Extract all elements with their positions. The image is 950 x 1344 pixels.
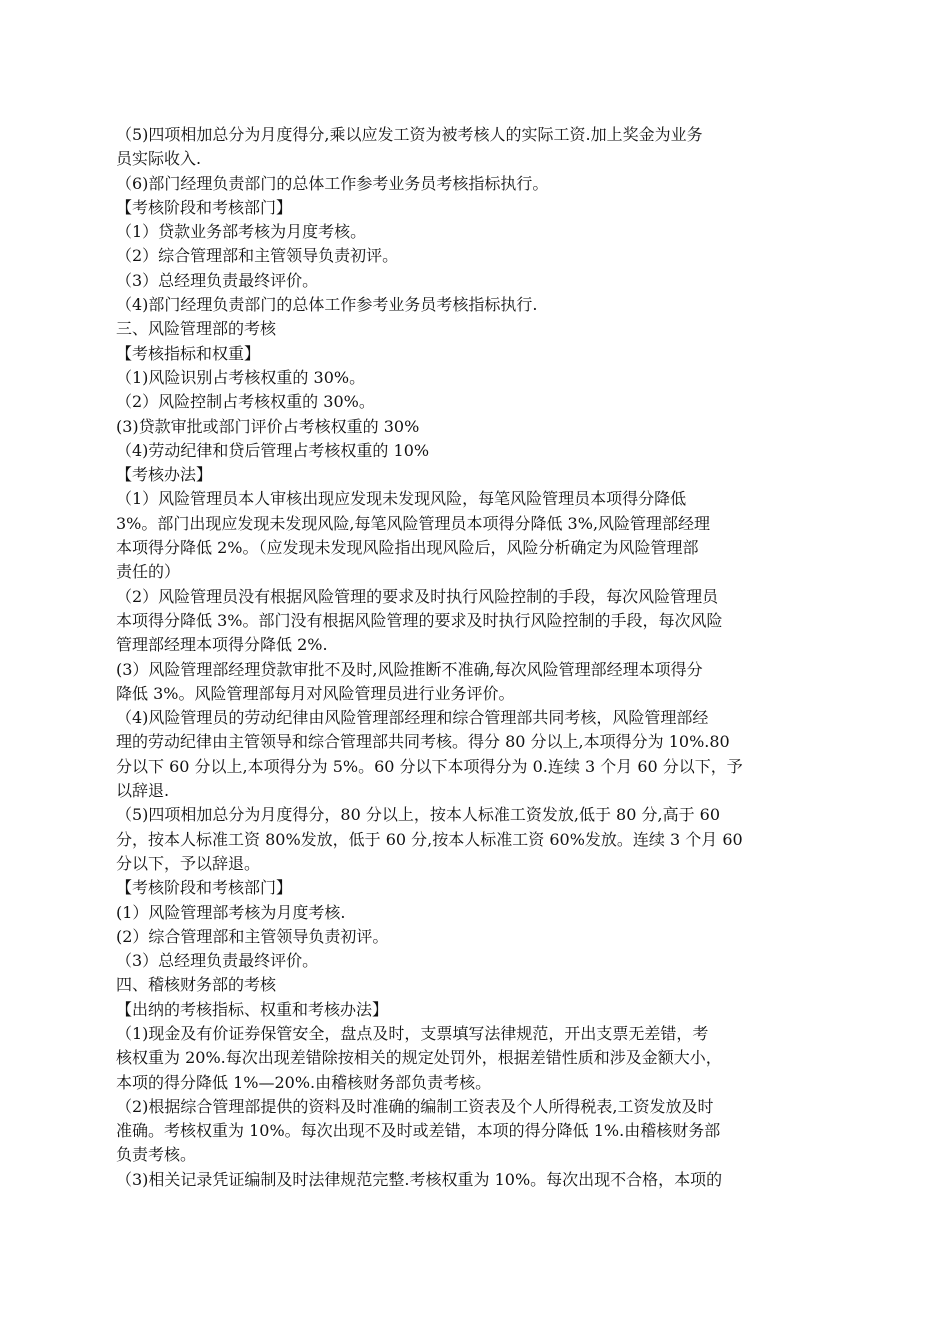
text-line: (3)贷款审批或部门评价占考核权重的 30%: [116, 416, 420, 436]
text-line: （1)风险识别占考核权重的 30%。: [116, 367, 366, 387]
text-line: （1)现金及有价证券保管安全，盘点及时，支票填写法律规范，开出支票无差错，考: [116, 1023, 709, 1043]
text-line: (3）风险管理部经理贷款审批不及时,风险推断不准确,每次风险管理部经理本项得分: [116, 659, 703, 679]
document-body: [116, 123, 838, 1192]
text-line: （2）综合管理部和主管领导负责初评。: [116, 246, 399, 266]
text-line: 【考核办法】: [116, 465, 213, 485]
text-line: 负责考核。: [116, 1145, 197, 1165]
text-line: 降低 3%。风险管理部每月对风险管理员进行业务评价。: [116, 683, 515, 703]
text-line: 员实际收入.: [116, 149, 202, 169]
text-line: 本项得分降低 2%。（应发现未发现风险指出现风险后，风险分析确定为风险管理部: [116, 538, 699, 558]
text-line: （2）风险管理员没有根据风险管理的要求及时执行风险控制的手段，每次风险管理员: [116, 586, 719, 606]
text-line: 分以下 60 分以上,本项得分为 5%。60 分以下本项得分为 0.连续 3 个月 60 分以下，予: [116, 756, 743, 776]
text-line: （3）总经理负责最终评价。: [116, 270, 319, 290]
text-line: （2）风险控制占考核权重的 30%。: [116, 392, 375, 412]
text-line: (1）风险管理部考核为月度考核.: [116, 902, 346, 922]
text-line: 分以下，予以辞退。: [116, 853, 261, 873]
text-line: 【考核指标和权重】: [116, 343, 261, 363]
text-line: 本项的得分降低 1%—20%.由稽核财务部负责考核。: [116, 1072, 492, 1092]
text-line: 管理部经理本项得分降低 2%.: [116, 635, 328, 655]
text-line: 【考核阶段和考核部门】: [116, 878, 293, 898]
text-line: 本项得分降低 3%。部门没有根据风险管理的要求及时执行风险控制的手段，每次风险: [116, 610, 723, 630]
text-line: (2）综合管理部和主管领导负责初评。: [116, 926, 389, 946]
text-line: 以辞退.: [116, 781, 170, 801]
text-line: （1）风险管理员本人审核出现应发现未发现风险，每笔风险管理员本项得分降低: [116, 489, 687, 509]
text-line: 准确。考核权重为 10%。每次出现不及时或差错，本项的得分降低 1%.由稽核财务部: [116, 1121, 721, 1141]
text-line: （6)部门经理负责部门的总体工作参考业务员考核指标执行。: [116, 173, 549, 193]
text-line: （3）总经理负责最终评价。: [116, 951, 319, 971]
text-line: （4)风险管理员的劳动纪律由风险管理部经理和综合管理部共同考核，风险管理部经: [116, 708, 709, 728]
text-line: 四、稽核财务部的考核: [116, 975, 277, 995]
text-line: 责任的）: [116, 562, 181, 582]
text-line: 【考核阶段和考核部门】: [116, 197, 293, 217]
text-line: 分，按本人标准工资 80%发放，低于 60 分,按本人标准工资 60%发放。连续 3 个月 60: [116, 829, 743, 849]
text-line: 核权重为 20%.每次出现差错除按相关的规定处罚外，根据差错性质和涉及金额大小，: [116, 1048, 722, 1068]
text-line: （1）贷款业务部考核为月度考核。: [116, 222, 367, 242]
text-line: 三、风险管理部的考核: [116, 319, 277, 339]
text-line: 理的劳动纪律由主管领导和综合管理部共同考核。得分 80 分以上,本项得分为 10%.80: [116, 732, 730, 752]
text-line: 【出纳的考核指标、权重和考核办法】: [116, 999, 389, 1019]
text-line: （4)部门经理负责部门的总体工作参考业务员考核指标执行.: [116, 295, 538, 315]
text-line: （3)相关记录凭证编制及时法律规范完整.考核权重为 10%。每次出现不合格，本项的: [116, 1169, 723, 1189]
text-line: （4)劳动纪律和贷后管理占考核权重的 10%: [116, 440, 430, 460]
text-line: （5)四项相加总分为月度得分,乘以应发工资为被考核人的实际工资.加上奖金为业务: [116, 125, 703, 144]
text-line: （5)四项相加总分为月度得分，80 分以上，按本人标准工资发放,低于 80 分,高于 60: [116, 805, 721, 825]
text-line: （2)根据综合管理部提供的资料及时准确的编制工资表及个人所得税表,工资发放及时: [116, 1096, 714, 1116]
text-line: 3%。部门出现应发现未发现风险,每笔风险管理员本项得分降低 3%,风险管理部经理: [116, 513, 711, 533]
